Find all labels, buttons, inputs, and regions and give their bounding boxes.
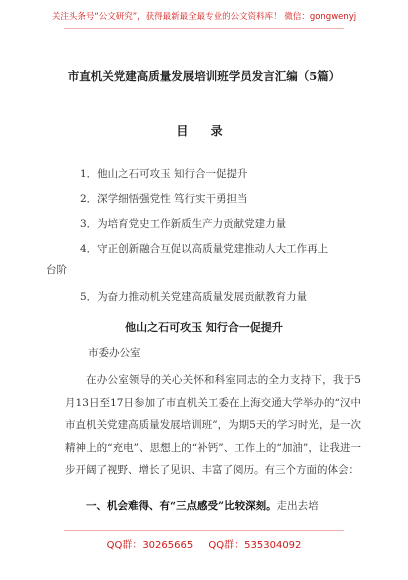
toc-item[interactable]: 3．为培育党史工作新质生产力贡献党建力量 [80, 218, 287, 230]
footer-qq-group-2: QQ群：535304092 [208, 540, 302, 551]
toc-item-continuation[interactable]: 台阶 [46, 264, 67, 276]
toc-item[interactable]: 4．守正创新融合互促以高质量党建推动人大工作再上 [80, 243, 329, 255]
subheading-continuation: 走出去培 [276, 500, 319, 512]
body-paragraph: 在办公室领导的关心关怀和科室同志的全力支持下，我于5月13日至17日参加了市直机关工委在上海交通大学举办的“汉中市直机关党建高质量发展培训班”，为期5天的学习时光，是一次精神上的“充电”、思想上的“补钙”、工作上的“加油”，让我进一步开阔了视野、增长了见识、丰富了阅历。有三个方面的体会： [65, 374, 361, 476]
section-author: 市委办公室 [88, 347, 141, 359]
toc-heading: 目 录 [176, 124, 232, 138]
header-divider [64, 28, 344, 29]
toc-item[interactable]: 1．他山之石可攻玉 知行合一促提升 [80, 168, 248, 180]
subheading-bold: 一、机会难得、有“三点感受”比较深刻。 [86, 500, 277, 512]
section-title: 他山之石可攻玉 知行合一促提升 [125, 321, 283, 334]
header-promo-note: 关注头条号“公文研究”，获得最新最全最专业的公文资料库！ 微信：gongwenyj [51, 12, 357, 22]
toc-item[interactable]: 2．深学细悟强党性 笃行实干勇担当 [80, 193, 248, 205]
table-of-contents [46, 162, 380, 310]
subheading-line [86, 498, 376, 513]
toc-item[interactable]: 5．为奋力推动机关党建高质量发展贡献教育力量 [80, 291, 308, 303]
footer-divider [64, 530, 344, 531]
document-title: 市直机关党建高质量发展培训班学员发言汇编（5篇） [67, 69, 341, 83]
footer-contact [0, 536, 408, 551]
footer-qq-group-1: QQ群：30265665 [106, 540, 194, 551]
